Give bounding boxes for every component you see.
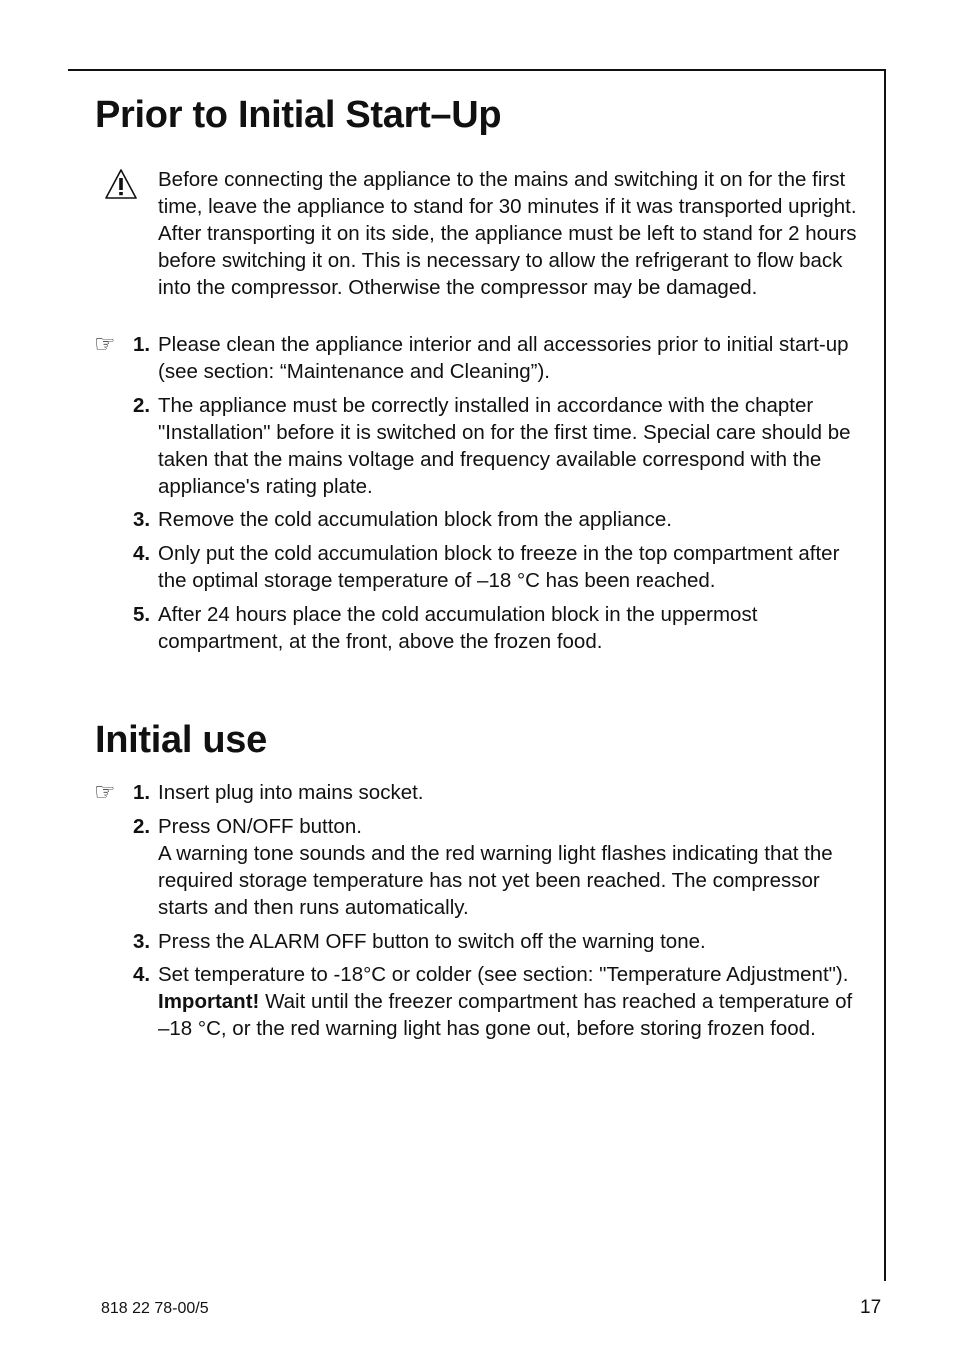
item-text: The appliance must be correctly installed in accordance with the chapter "Installation" before it is switched on for the first time. Special care should be taken that the mains voltage and frequency available correspond with the appliance's rating plate. <box>158 394 851 498</box>
section-title-prior-to-start-up: Prior to Initial Start–Up <box>95 94 502 136</box>
important-label: Important! <box>158 990 260 1013</box>
document-code: 818 22 78-00/5 <box>101 1300 209 1317</box>
item-text: Only put the cold accumulation block to freeze in the top compartment after the optimal storage temperature of –18 °C has been reached. <box>158 542 840 592</box>
top-rule <box>68 69 886 71</box>
warning-text: Before connecting the appliance to the mains and switching it on for the first time, leave the appliance to stand for 30 minutes if it was transported upright. After transporting it on its side, the appliance must be left to stand for 2 hours before switching it on. This is necessary to allow the refrigerant to flow back into the compressor. Otherwise the compressor may be damaged. <box>158 168 857 299</box>
section-title-initial-use: Initial use <box>95 719 267 761</box>
item-number: 2. <box>133 815 151 838</box>
item-number: 1. <box>133 333 151 356</box>
item-text <box>158 961 863 1042</box>
item-number: 1. <box>133 781 151 804</box>
item-text: Remove the cold accumulation block from the appliance. <box>158 508 672 531</box>
item-text-detail: A warning tone sounds and the red warning light flashes indicating that the required storage temperature has not yet been reached. The compressor starts and then runs automatically. <box>158 842 833 919</box>
warning-triangle-icon <box>104 168 138 200</box>
item-text: After 24 hours place the cold accumulation block in the uppermost compartment, at the front, above the frozen food. <box>158 603 758 653</box>
item-number: 4. <box>133 542 151 565</box>
item-number: 5. <box>133 603 151 626</box>
page-number: 17 <box>860 1297 882 1318</box>
right-rule <box>884 69 886 1281</box>
item-text: Insert plug into mains socket. <box>158 781 424 804</box>
item-text-main: Set temperature to -18°C or colder (see section: "Temperature Adjustment"). <box>158 963 849 986</box>
pointing-hand-icon: ☞ <box>94 778 116 806</box>
item-text: Please clean the appliance interior and all accessories prior to initial start-up (see section: “Maintenance and Cleaning”). <box>158 333 849 383</box>
item-number: 3. <box>133 930 151 953</box>
important-text: Wait until the freezer compartment has reached a temperature of –18 °C, or the red warning light has gone out, before storing frozen food. <box>158 990 853 1040</box>
item-number: 4. <box>133 963 151 986</box>
item-number: 3. <box>133 508 151 531</box>
item-text: Press the ALARM OFF button to switch off the warning tone. <box>158 930 706 953</box>
pointing-hand-icon: ☞ <box>94 330 116 358</box>
item-number: 2. <box>133 394 151 417</box>
item-text <box>158 813 863 921</box>
item-text-main: Press ON/OFF button. <box>158 815 362 838</box>
